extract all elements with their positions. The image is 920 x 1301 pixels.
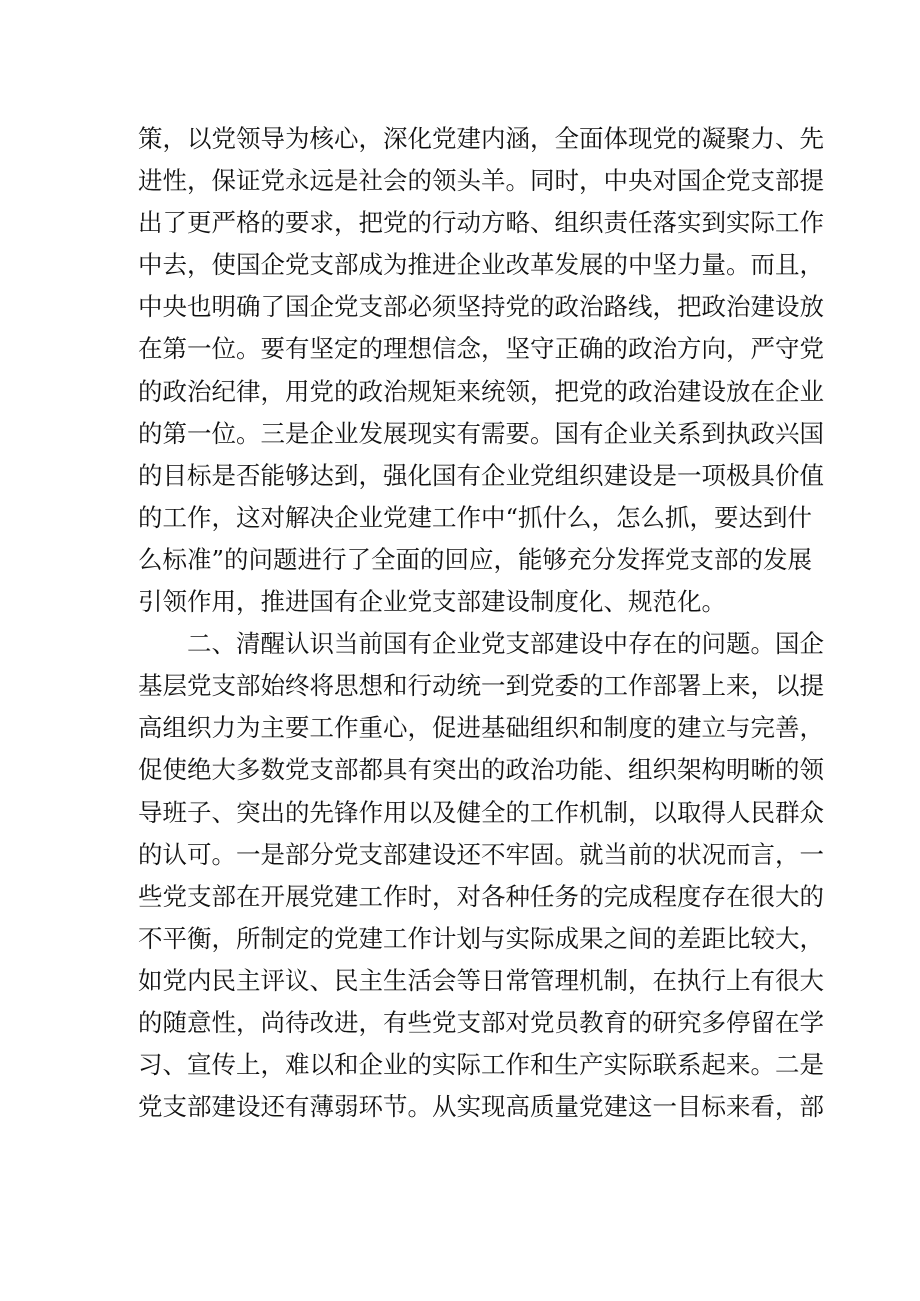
text-line: 中去，使国企党支部成为推进企业改革发展的中坚力量。而且，	[138, 250, 824, 280]
text-line: 出了更严格的要求，把党的行动方略、组织责任落实到实际工作	[138, 208, 824, 238]
text-line: 如党内民主评议、民主生活会等日常管理机制，在执行上有很大	[138, 965, 824, 995]
text-line: 引领作用，推进国有企业党支部建设制度化、规范化。	[138, 587, 726, 617]
text-line: 导班子、突出的先锋作用以及健全的工作机制，以取得人民群众	[138, 797, 824, 827]
text-line: 进性，保证党永远是社会的领头羊。同时，中央对国企党支部提	[138, 166, 824, 196]
body-text	[138, 118, 824, 1128]
text-line: 的政治纪律，用党的政治规矩来统领，把党的政治建设放在企业	[138, 376, 824, 406]
text-line: 党支部建设还有薄弱环节。从实现高质量党建这一目标来看，部	[138, 1092, 824, 1122]
section-heading-line: 二、清醒认识当前国有企业党支部建设中存在的问题。国企	[187, 629, 824, 659]
text-line: 基层党支部始终将思想和行动统一到党委的工作部署上来，以提	[138, 671, 824, 701]
text-line: 的第一位。三是企业发展现实有需要。国有企业关系到执政兴国	[138, 418, 824, 448]
text-line: 中央也明确了国企党支部必须坚持党的政治路线，把政治建设放	[138, 292, 824, 322]
text-line: 的随意性，尚待改进，有些党支部对党员教育的研究多停留在学	[138, 1007, 824, 1037]
text-line: 高组织力为主要工作重心，促进基础组织和制度的建立与完善，	[138, 713, 824, 743]
text-line: 些党支部在开展党建工作时，对各种任务的完成程度存在很大的	[138, 881, 824, 911]
text-line: 策，以党领导为核心，深化党建内涵，全面体现党的凝聚力、先	[138, 124, 824, 153]
text-line: 促使绝大多数党支部都具有突出的政治功能、组织架构明晰的领	[138, 755, 824, 785]
text-line: 在第一位。要有坚定的理想信念，坚守正确的政治方向，严守党	[138, 334, 824, 364]
text-line: 的认可。一是部分党支部建设还不牢固。就当前的状况而言，一	[138, 839, 824, 869]
text-line: 的工作，这对解决企业党建工作中“抓什么，怎么抓，要达到什	[138, 502, 813, 532]
text-line: 习、宣传上，难以和企业的实际工作和生产实际联系起来。二是	[138, 1050, 824, 1080]
text-line: 不平衡，所制定的党建工作计划与实际成果之间的差距比较大，	[138, 923, 824, 953]
text-line: 么标准”的问题进行了全面的回应，能够充分发挥党支部的发展	[138, 544, 813, 574]
text-line: 的目标是否能够达到，强化国有企业党组织建设是一项极具价值	[138, 460, 824, 490]
